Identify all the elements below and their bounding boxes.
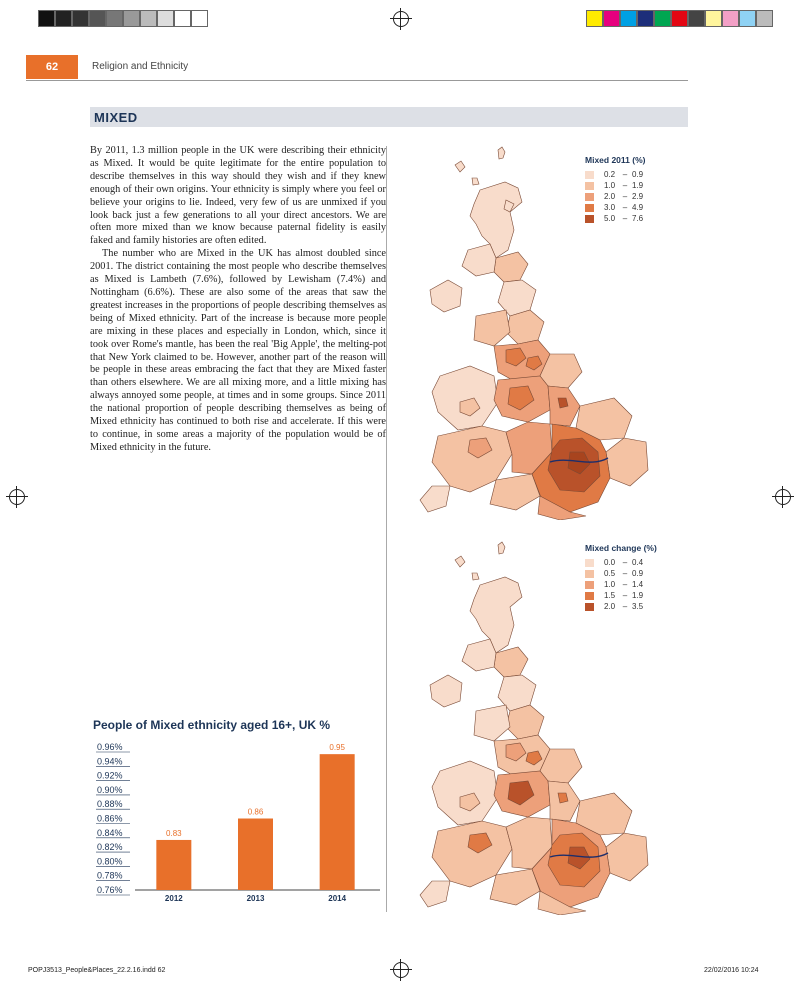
bar <box>320 754 355 890</box>
legend-swatch <box>585 603 594 611</box>
registration-mark-bottom <box>393 962 409 978</box>
y-tick-label: 0.76% <box>97 885 123 895</box>
footer-file: POPJ3513_People&Places_22.2.16.indd 62 <box>28 967 166 974</box>
legend-row: 0.0 – 0.4 <box>585 557 657 568</box>
x-tick-label: 2012 <box>164 894 183 903</box>
section-title: MIXED <box>94 110 138 125</box>
legend-swatch <box>585 559 594 567</box>
legend-row: 0.2 – 0.9 <box>585 169 645 180</box>
y-tick-label: 0.86% <box>97 813 123 824</box>
bar-chart <box>90 735 390 910</box>
page-number: 62 <box>26 55 78 79</box>
legend-row: 3.0 – 4.9 <box>585 202 645 213</box>
header-rule <box>26 80 688 81</box>
y-tick-label: 0.90% <box>97 784 123 795</box>
map-legend-2011 <box>585 155 645 224</box>
legend-row: 0.5 – 0.9 <box>585 568 657 579</box>
body-text <box>90 145 386 455</box>
legend-row: 2.0 – 3.5 <box>585 601 657 612</box>
legend-title: Mixed change (%) <box>585 543 657 553</box>
legend-swatch <box>585 570 594 578</box>
data-label: 0.83 <box>166 828 182 838</box>
legend-swatch <box>585 204 594 212</box>
registration-mark-right <box>775 489 791 505</box>
bar <box>156 840 191 890</box>
legend-row: 1.0 – 1.9 <box>585 180 645 191</box>
y-tick-label: 0.96% <box>97 742 123 752</box>
x-tick-label: 2013 <box>246 894 265 903</box>
data-label: 0.86 <box>247 807 264 817</box>
color-calibration-strip <box>586 10 773 27</box>
legend-swatch <box>585 171 594 179</box>
y-tick-label: 0.82% <box>97 842 123 853</box>
section-bar <box>90 107 688 127</box>
legend-row: 1.0 – 1.4 <box>585 579 657 590</box>
footer-date: 22/02/2016 10:24 <box>704 967 759 974</box>
legend-row: 1.5 – 1.9 <box>585 590 657 601</box>
legend-swatch <box>585 581 594 589</box>
legend-row: 5.0 – 7.6 <box>585 213 645 224</box>
paragraph: By 2011, 1.3 million people in the UK were describing their ethnicity as Mixed. It would be quite legitimate for the entire population to describe themselves in this way should they wish and if they knew enough of their own origins. Your ethnicity is simply where you feel or believe your origins to lie. Indeed, very few of us are unmixed if you look back just a few generations to all your direct ancestors. We are often more mixed than we know because paternal fidelity is easily faked and family histories are often edited. <box>90 145 386 247</box>
legend-swatch <box>585 182 594 190</box>
x-tick-label: 2014 <box>328 894 347 903</box>
registration-mark-top <box>393 11 409 27</box>
y-tick-label: 0.84% <box>97 827 123 838</box>
y-tick-label: 0.88% <box>97 799 123 810</box>
y-tick-label: 0.80% <box>97 856 123 867</box>
legend-title: Mixed 2011 (%) <box>585 155 646 165</box>
bar <box>238 819 273 891</box>
y-tick-label: 0.94% <box>97 756 123 767</box>
legend-swatch <box>585 215 594 223</box>
legend-row: 2.0 – 2.9 <box>585 191 645 202</box>
registration-mark-left <box>9 489 25 505</box>
chart-title: People of Mixed ethnicity aged 16+, UK % <box>93 718 331 732</box>
running-head: Religion and Ethnicity <box>92 61 189 72</box>
paragraph: The number who are Mixed in the UK has almost doubled since 2001. The district containing the most people who describe themselves as Mixed is Lambeth (7.6%), followed by Lewisham (7.4%) and Nottingham (6.6%). These are also some of the areas that saw the greatest increases in the proportions of people describing themselves as being of Mixed ethnicity. Part of the increase is because more people are mixing in these places and especially in London, which, since it took over Rome's mantle, has been the real 'Big Apple', the melting-pot that New York claimed to be. However, another part of the reason will be people in these areas embracing the fact that they are Mixed faster than others elsewhere. We are all mixing more, and a little mixing has always annoyed some people, at times and in some groups. Since 2011 the national proportion of people describing themselves as being of Mixed ethnicity has continued to both rise and accelerate. If this were to continue, in some areas a majority of the population would be of Mixed ethnicity in the future. <box>90 248 386 453</box>
grayscale-calibration-strip <box>38 10 208 27</box>
y-tick-label: 0.92% <box>97 770 123 781</box>
map-legend-change <box>585 543 657 612</box>
legend-swatch <box>585 592 594 600</box>
data-label: 0.95 <box>329 743 345 753</box>
y-tick-label: 0.78% <box>97 870 123 881</box>
legend-swatch <box>585 193 594 201</box>
